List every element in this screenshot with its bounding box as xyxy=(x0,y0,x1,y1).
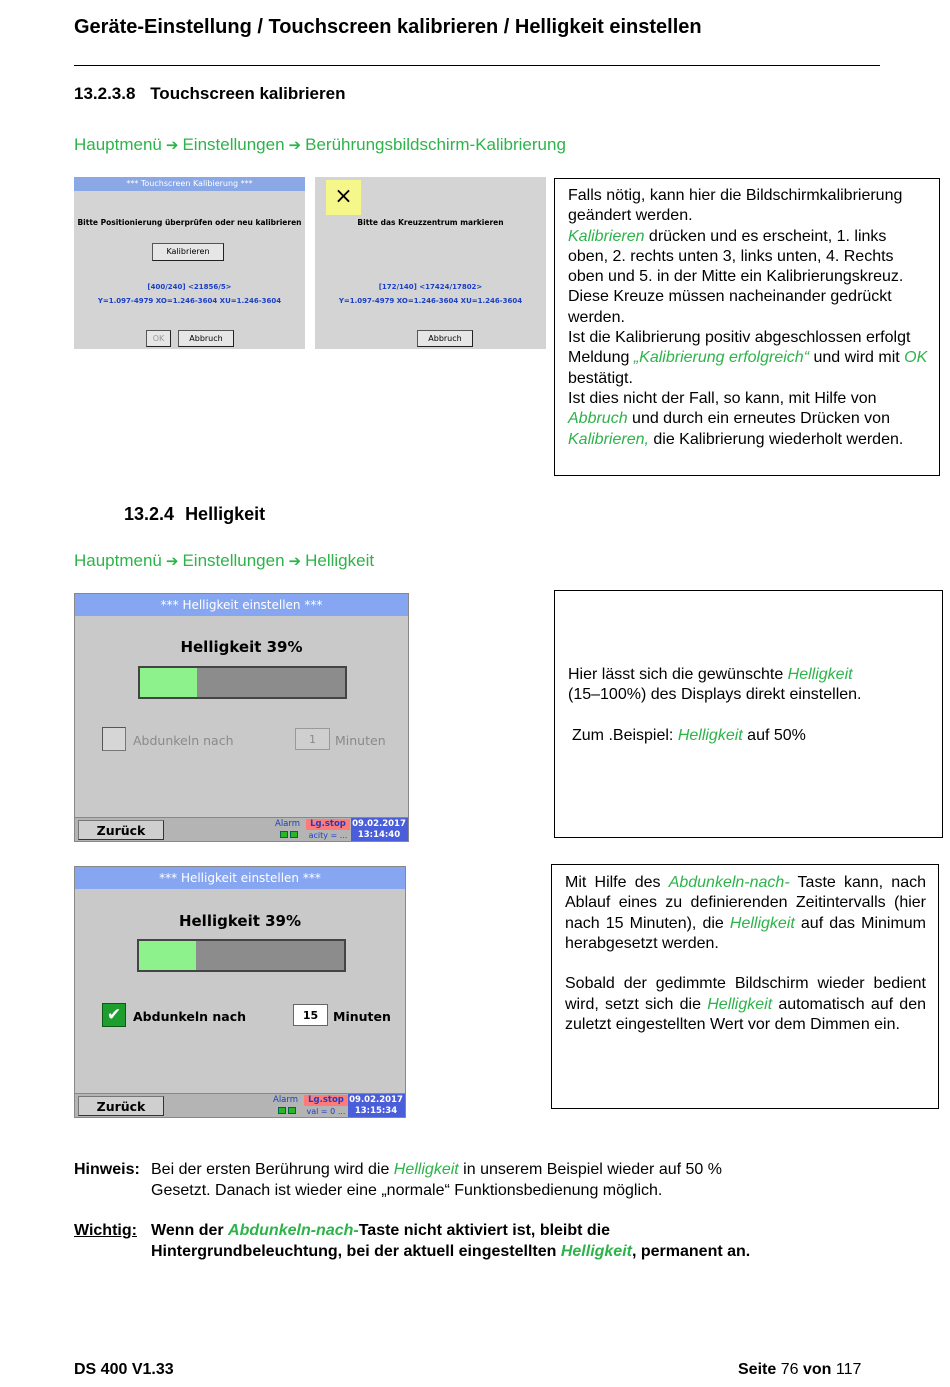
paragraph xyxy=(568,328,929,389)
paragraph xyxy=(568,726,932,746)
calibration-coefficients: Y=1.097-4979 XO=1.246-3604 XU=1.246-3604 xyxy=(338,297,523,305)
paragraph xyxy=(565,873,926,954)
alarm-led-icon xyxy=(290,831,298,838)
term-success: „Kalibrierung erfolgreich“ xyxy=(633,349,810,367)
term-dim-after: Abdunkeln-nach- xyxy=(668,874,790,891)
paragraph: Falls nötig, kann hier die Bildschirmkalibrierung geändert werden. xyxy=(568,187,903,225)
term-brightness: Helligkeit xyxy=(729,914,795,932)
datetime-panel xyxy=(351,818,408,841)
ok-button[interactable]: OK xyxy=(146,330,171,347)
text: , permanent an. xyxy=(631,1242,751,1260)
page-of: von xyxy=(802,1361,832,1378)
brightness-heading: Helligkeit 39% xyxy=(180,638,303,656)
note-label: Hinweis: xyxy=(74,1161,140,1178)
term-calibrate: Kalibrieren xyxy=(568,227,645,245)
menu-path-item: Einstellungen xyxy=(182,551,285,570)
brightness-screen xyxy=(74,593,409,842)
term-ok: OK xyxy=(904,349,928,367)
paragraph xyxy=(568,227,929,328)
status-bar xyxy=(75,1093,405,1117)
status-time: 13:15:34 xyxy=(354,1106,398,1116)
brightness-dim-screen xyxy=(74,866,406,1118)
section-heading-calibration xyxy=(74,84,345,104)
text: bestätigt. xyxy=(568,369,633,387)
term-brightness: Helligkeit xyxy=(677,726,743,744)
spacer xyxy=(568,706,932,726)
page-prefix: Seite xyxy=(738,1361,777,1378)
text: Zum .Beispiel: xyxy=(572,726,678,744)
menu-path-item: Berührungsbildschirm-Kalibrierung xyxy=(305,135,566,154)
dim-checkbox[interactable] xyxy=(102,727,126,751)
logger-stop-badge: Lg.stop xyxy=(304,1095,348,1106)
alarm-led-icon xyxy=(280,831,288,838)
spacer xyxy=(565,954,926,974)
cross-marker-icon[interactable]: × xyxy=(326,180,361,215)
screen-title-bar: *** Helligkeit einstellen *** xyxy=(75,594,408,616)
term-dim-after: Abdunkeln-nach- xyxy=(228,1222,359,1239)
arrow-right-icon: ➔ xyxy=(288,553,302,570)
section-title: Helligkeit xyxy=(185,504,266,524)
arrow-right-icon: ➔ xyxy=(165,137,179,154)
brightness-slider-fill xyxy=(139,941,196,970)
calibration-screen xyxy=(74,177,305,349)
cancel-button[interactable]: Abbruch xyxy=(417,330,473,347)
document-version: DS 400 V1.33 xyxy=(74,1361,174,1378)
section-heading-brightness xyxy=(124,504,265,525)
text: Mit Hilfe des xyxy=(565,874,669,891)
status-time: 13:14:40 xyxy=(357,830,401,840)
brightness-slider[interactable] xyxy=(137,939,346,972)
brightness-slider-fill xyxy=(140,668,197,697)
status-date: 09.02.2017 xyxy=(349,1095,403,1105)
text: Sobald der gedimmte Bildschirm wieder bedient wird, setzt sich die xyxy=(565,975,926,1013)
brightness-heading: Helligkeit 39% xyxy=(178,912,302,930)
note-hint xyxy=(74,1160,722,1201)
brightness-description-box xyxy=(554,590,943,838)
term-cancel: Abbruch xyxy=(568,410,628,428)
page-total: 117 xyxy=(835,1361,862,1378)
menu-path-brightness xyxy=(74,551,374,571)
back-button[interactable]: Zurück xyxy=(78,1096,164,1116)
note-label: Wichtig: xyxy=(74,1222,137,1239)
term-brightness: Helligkeit xyxy=(560,1242,632,1260)
alarm-label: Alarm xyxy=(275,819,301,829)
page-current: 76 xyxy=(780,1361,799,1378)
minutes-label: Minuten xyxy=(333,1009,391,1024)
logger-stop-badge: Lg.stop xyxy=(306,819,350,830)
dim-label: Abdunkeln nach xyxy=(133,733,234,748)
text xyxy=(74,1242,750,1263)
text: Hintergrundbeleuchtung, bei der aktuell eingestellten xyxy=(151,1242,561,1260)
text: Bei der ersten Berührung wird die xyxy=(151,1161,394,1178)
section-number: 13.2.4 xyxy=(124,504,175,524)
note-important xyxy=(74,1221,750,1262)
section-title: Touchscreen kalibrieren xyxy=(150,84,346,103)
minutes-field[interactable]: 1 xyxy=(295,728,330,750)
dimming-description-box xyxy=(551,864,939,1109)
text: und durch ein erneutes Drücken von xyxy=(627,410,890,428)
text: in unserem Beispiel wieder auf 50 % xyxy=(458,1161,722,1178)
status-value: acity = ... xyxy=(308,831,348,840)
status-bar xyxy=(75,817,408,841)
text: Taste kann, nach Ablauf eines zu definierenden Zeitintervalls (hier nach 15 Minuten), die xyxy=(565,874,927,932)
menu-path-calibration xyxy=(74,135,566,155)
alarm-label: Alarm xyxy=(273,1095,299,1105)
page-title: Geräte-Einstellung / Touchscreen kalibrieren / Helligkeit einstellen xyxy=(74,16,702,38)
calibration-description-box xyxy=(554,178,940,476)
arrow-right-icon: ➔ xyxy=(165,553,179,570)
menu-path-item: Einstellungen xyxy=(182,135,285,154)
text: Ist die Kalibrierung positiv abgeschlossen erfolgt Meldung xyxy=(568,329,911,367)
calibration-values: [400/240] <21856/5> xyxy=(147,283,232,291)
status-date: 09.02.2017 xyxy=(352,819,406,829)
brightness-slider[interactable] xyxy=(138,666,347,699)
calibration-coefficients: Y=1.097-4979 XO=1.246-3604 XU=1.246-3604 xyxy=(97,297,282,305)
menu-path-item: Helligkeit xyxy=(305,551,375,570)
calibration-prompt: Bitte das Kreuzzentrum markieren xyxy=(357,218,504,227)
paragraph: (15–100%) des Displays direkt einstellen. xyxy=(568,686,862,704)
dim-label: Abdunkeln nach xyxy=(133,1009,247,1024)
page-number xyxy=(738,1361,861,1379)
text: Hier lässt sich die gewünschte xyxy=(568,666,788,683)
text: auf das Minimum herabgesetzt werden. xyxy=(565,914,926,952)
calibration-prompt: Bitte Positionierung überprüfen oder neu kalibrieren xyxy=(77,218,302,227)
menu-path-item: Hauptmenü xyxy=(74,551,162,570)
calibrate-button[interactable]: Kalibrieren xyxy=(152,243,224,261)
paragraph xyxy=(568,389,929,450)
text: Wenn der xyxy=(151,1222,229,1239)
calibration-cross-screen xyxy=(315,177,546,349)
calibration-values: [172/140] <17424/17802> xyxy=(378,283,483,291)
back-button[interactable]: Zurück xyxy=(78,820,164,840)
text: automatisch auf den zuletzt eingestellten Wert vor dem Dimmen ein. xyxy=(565,995,926,1034)
text: Taste nicht aktiviert ist, bleibt die xyxy=(358,1222,611,1239)
text: drücken und es erscheint, 1. links oben, 2. rechts unten 3, links unten, 4. Rechts oben und 5. in der Mitte ein Kalibrierungskreuz. Diese Kreuze müssen nacheinander gedrückt werden. xyxy=(568,227,904,326)
section-number: 13.2.3.8 xyxy=(74,84,136,103)
minutes-field[interactable]: 15 xyxy=(293,1004,328,1026)
text: Ist dies nicht der Fall, so kann, mit Hilfe von xyxy=(568,389,877,407)
text: Gesetzt. Danach ist wieder eine „normale“ Funktionsbedienung möglich. xyxy=(151,1181,663,1199)
dim-checkbox-checked[interactable]: ✔ xyxy=(102,1003,126,1027)
text: auf 50% xyxy=(742,726,806,744)
alarm-led-icon xyxy=(278,1107,286,1114)
alarm-led-icon xyxy=(288,1107,296,1114)
term-brightness: Helligkeit xyxy=(393,1161,459,1178)
term-brightness: Helligkeit xyxy=(707,995,773,1013)
term-calibrate: Kalibrieren, xyxy=(568,430,649,448)
screen-title-bar: *** Helligkeit einstellen *** xyxy=(75,867,405,889)
datetime-panel xyxy=(348,1094,405,1117)
screen-title-bar: *** Touchscreen Kalibierung *** xyxy=(74,177,305,191)
text: und wird mit xyxy=(809,349,905,367)
minutes-label: Minuten xyxy=(335,733,386,748)
text: die Kalibrierung wiederholt werden. xyxy=(648,430,904,448)
paragraph xyxy=(565,974,926,1035)
status-value: val = 0 ... xyxy=(306,1107,346,1116)
term-brightness: Helligkeit xyxy=(787,666,853,683)
arrow-right-icon: ➔ xyxy=(288,137,302,154)
paragraph xyxy=(568,665,932,685)
title-divider xyxy=(74,65,880,66)
menu-path-item: Hauptmenü xyxy=(74,135,162,154)
cancel-button[interactable]: Abbruch xyxy=(178,330,234,347)
